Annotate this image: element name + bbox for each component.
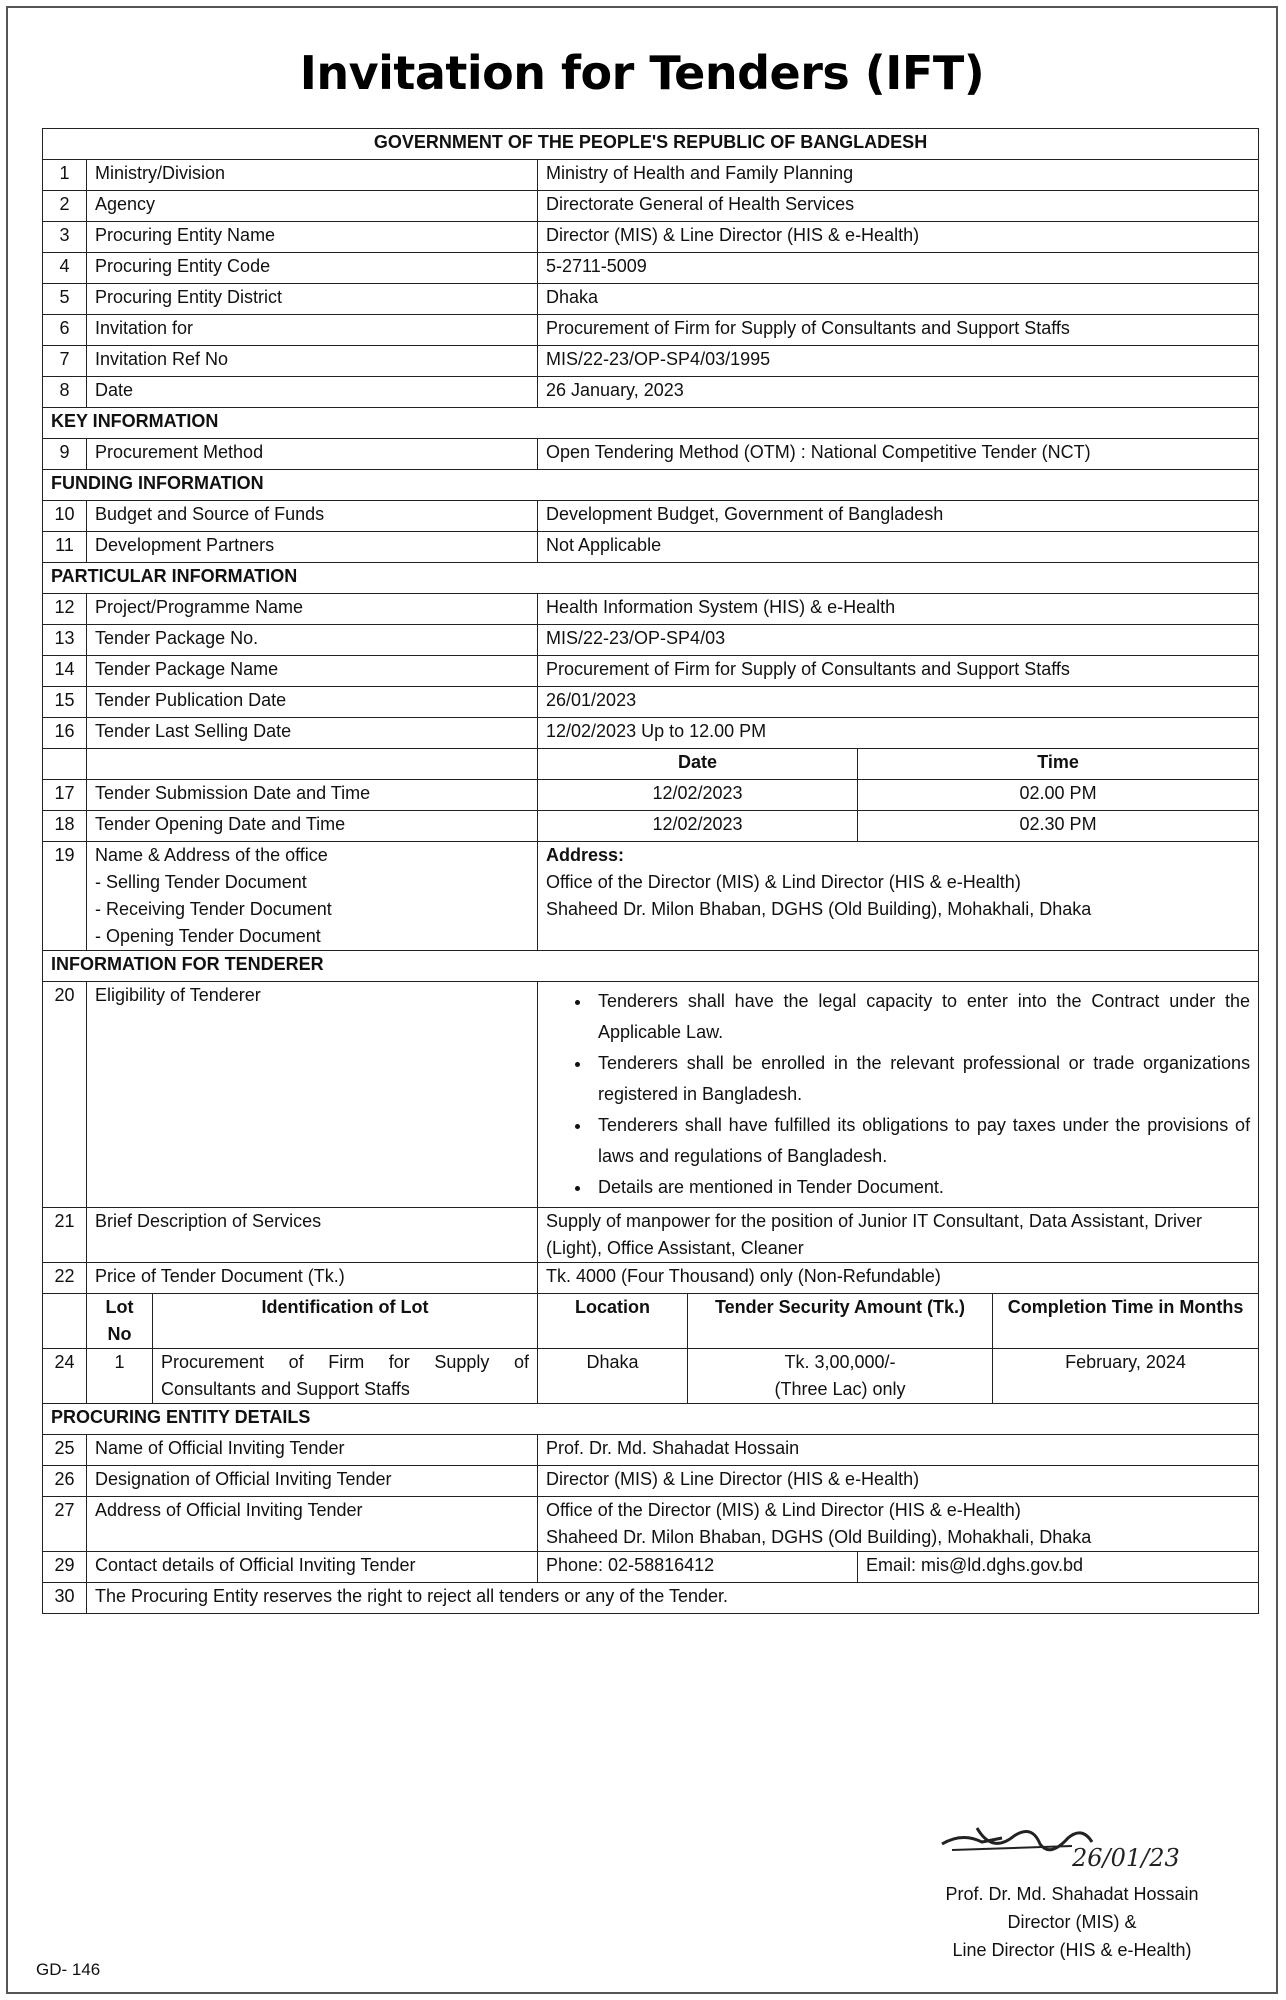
blank-cell bbox=[43, 749, 87, 780]
text-line: (Three Lac) only bbox=[774, 1379, 906, 1399]
row-number: 6 bbox=[43, 315, 87, 346]
document-page bbox=[6, 6, 1278, 1994]
row-number: 11 bbox=[43, 532, 87, 563]
row-label: Eligibility of Tenderer bbox=[87, 982, 538, 1208]
handwritten-signature bbox=[922, 1814, 1182, 1874]
row-number: 27 bbox=[43, 1497, 87, 1552]
date-time-header-row bbox=[43, 749, 1259, 780]
row-label: Procuring Entity Code bbox=[87, 253, 538, 284]
row-label: Tender Submission Date and Time bbox=[87, 780, 538, 811]
row-value: Not Applicable bbox=[538, 532, 1259, 563]
row-value: Procurement of Firm for Supply of Consultants and Support Staffs bbox=[538, 315, 1259, 346]
location-header: Location bbox=[538, 1294, 688, 1349]
row-label: Price of Tender Document (Tk.) bbox=[87, 1263, 538, 1294]
row-number: 25 bbox=[43, 1435, 87, 1466]
lot-number: 1 bbox=[87, 1349, 153, 1404]
row-number: 18 bbox=[43, 811, 87, 842]
section-funding-information: FUNDING INFORMATION bbox=[43, 470, 1259, 501]
row-value: Ministry of Health and Family Planning bbox=[538, 160, 1259, 191]
text-line: Shaheed Dr. Milon Bhaban, DGHS (Old Building), Mohakhali, Dhaka bbox=[546, 899, 1092, 919]
lot-row bbox=[43, 1349, 1259, 1404]
completion-header: Completion Time in Months bbox=[993, 1294, 1259, 1349]
gov-header: GOVERNMENT OF THE PEOPLE'S REPUBLIC OF BANGLADESH bbox=[43, 129, 1259, 160]
table-row bbox=[43, 1466, 1259, 1497]
table-row bbox=[43, 160, 1259, 191]
row-label: Date bbox=[87, 377, 538, 408]
table-row bbox=[43, 222, 1259, 253]
lot-identification: Procurement of Firm for Supply of Consultants and Support Staffs bbox=[153, 1349, 538, 1404]
row-number: 22 bbox=[43, 1263, 87, 1294]
section-row bbox=[43, 408, 1259, 439]
section-particular-information: PARTICULAR INFORMATION bbox=[43, 563, 1259, 594]
row-value: 26/01/2023 bbox=[538, 687, 1259, 718]
address-label: Address: bbox=[546, 845, 625, 865]
table-row bbox=[43, 982, 1259, 1208]
row-value: Directorate General of Health Services bbox=[538, 191, 1259, 222]
row-number: 13 bbox=[43, 625, 87, 656]
table-row bbox=[43, 687, 1259, 718]
row-label: Agency bbox=[87, 191, 538, 222]
table-row bbox=[43, 284, 1259, 315]
row-label: Procuring Entity District bbox=[87, 284, 538, 315]
row-label: Designation of Official Inviting Tender bbox=[87, 1466, 538, 1497]
row-label: Budget and Source of Funds bbox=[87, 501, 538, 532]
text-line: Shaheed Dr. Milon Bhaban, DGHS (Old Building), Mohakhali, Dhaka bbox=[546, 1527, 1092, 1547]
table-row bbox=[43, 1263, 1259, 1294]
row-value: Director (MIS) & Line Director (HIS & e-Health) bbox=[538, 1466, 1259, 1497]
time-value: 02.00 PM bbox=[858, 780, 1259, 811]
list-item: • Tenderers shall be enrolled in the relevant professional or trade organizations registered in Bangladesh. bbox=[592, 1048, 1250, 1110]
row-number: 30 bbox=[43, 1583, 87, 1614]
table-row bbox=[43, 346, 1259, 377]
section-procuring-entity-details: PROCURING ENTITY DETAILS bbox=[43, 1404, 1259, 1435]
row-value: The Procuring Entity reserves the right to reject all tenders or any of the Tender. bbox=[87, 1583, 1259, 1614]
row-number: 17 bbox=[43, 780, 87, 811]
row-value: Health Information System (HIS) & e-Health bbox=[538, 594, 1259, 625]
time-header: Time bbox=[858, 749, 1259, 780]
table-row bbox=[43, 1552, 1259, 1583]
table-row bbox=[43, 625, 1259, 656]
list-item: • Tenderers shall have the legal capacity to enter into the Contract under the Applicable Law. bbox=[592, 986, 1250, 1048]
section-information-for-tenderer: INFORMATION FOR TENDERER bbox=[43, 951, 1259, 982]
row-value: Dhaka bbox=[538, 284, 1259, 315]
blank-cell bbox=[87, 749, 538, 780]
ift-table bbox=[42, 128, 1259, 1614]
row-label: Development Partners bbox=[87, 532, 538, 563]
row-value: MIS/22-23/OP-SP4/03 bbox=[538, 625, 1259, 656]
list-item: • Tenderers shall have fulfilled its obligations to pay taxes under the provisions of laws and regulations of Bangladesh. bbox=[592, 1110, 1250, 1172]
row-label: Brief Description of Services bbox=[87, 1208, 538, 1263]
text-line: - Selling Tender Document bbox=[95, 872, 307, 892]
row-label: Ministry/Division bbox=[87, 160, 538, 191]
row-number: 1 bbox=[43, 160, 87, 191]
row-number: 20 bbox=[43, 982, 87, 1208]
signatory-line: Director (MIS) & bbox=[1007, 1912, 1137, 1932]
security-header: Tender Security Amount (Tk.) bbox=[688, 1294, 993, 1349]
contact-email: Email: mis@ld.dghs.gov.bd bbox=[858, 1552, 1259, 1583]
list-item: • Details are mentioned in Tender Document. bbox=[592, 1172, 1250, 1203]
text-line: Name & Address of the office bbox=[95, 845, 328, 865]
row-number: 26 bbox=[43, 1466, 87, 1497]
row-label: Tender Package Name bbox=[87, 656, 538, 687]
document-title: Invitation for Tenders (IFT) bbox=[299, 46, 985, 100]
row-number: 24 bbox=[43, 1349, 87, 1404]
table-row bbox=[43, 532, 1259, 563]
identification-header: Identification of Lot bbox=[153, 1294, 538, 1349]
row-value: Prof. Dr. Md. Shahadat Hossain bbox=[538, 1435, 1259, 1466]
section-row bbox=[43, 1404, 1259, 1435]
text-line: - Opening Tender Document bbox=[95, 926, 321, 946]
row-value: 12/02/2023 Up to 12.00 PM bbox=[538, 718, 1259, 749]
row-number: 9 bbox=[43, 439, 87, 470]
footer-code: GD- 146 bbox=[36, 1960, 101, 1979]
row-number: 21 bbox=[43, 1208, 87, 1263]
row-value: Tk. 4000 (Four Thousand) only (Non-Refundable) bbox=[538, 1263, 1259, 1294]
lot-completion: February, 2024 bbox=[993, 1349, 1259, 1404]
row-value: MIS/22-23/OP-SP4/03/1995 bbox=[538, 346, 1259, 377]
lot-security bbox=[688, 1349, 993, 1404]
date-value: 12/02/2023 bbox=[538, 780, 858, 811]
row-value: 5-2711-5009 bbox=[538, 253, 1259, 284]
row-number: 3 bbox=[43, 222, 87, 253]
table-row bbox=[43, 656, 1259, 687]
row-value: Development Budget, Government of Bangladesh bbox=[538, 501, 1259, 532]
section-row bbox=[43, 951, 1259, 982]
table-row bbox=[43, 811, 1259, 842]
eligibility-list bbox=[546, 986, 1250, 1203]
table-row bbox=[43, 191, 1259, 222]
ift-table-body bbox=[43, 129, 1259, 1614]
row-label: Tender Opening Date and Time bbox=[87, 811, 538, 842]
table-row bbox=[43, 594, 1259, 625]
row-label: Invitation Ref No bbox=[87, 346, 538, 377]
row-label: Name of Official Inviting Tender bbox=[87, 1435, 538, 1466]
table-row bbox=[43, 377, 1259, 408]
row-number: 19 bbox=[43, 842, 87, 951]
row-label: Tender Last Selling Date bbox=[87, 718, 538, 749]
row-number: 4 bbox=[43, 253, 87, 284]
table-row bbox=[43, 842, 1259, 951]
table-row bbox=[43, 1583, 1259, 1614]
lot-header-row bbox=[43, 1294, 1259, 1349]
gov-header-row bbox=[43, 129, 1259, 160]
row-label: Address of Official Inviting Tender bbox=[87, 1497, 538, 1552]
row-number: 12 bbox=[43, 594, 87, 625]
section-key-information: KEY INFORMATION bbox=[43, 408, 1259, 439]
contact-phone: Phone: 02-58816412 bbox=[538, 1552, 858, 1583]
lot-no-header: Lot No bbox=[87, 1294, 153, 1349]
row-number: 10 bbox=[43, 501, 87, 532]
row-number: 16 bbox=[43, 718, 87, 749]
row-label: Tender Publication Date bbox=[87, 687, 538, 718]
eligibility-list-cell bbox=[538, 982, 1259, 1208]
text-line: Office of the Director (MIS) & Lind Director (HIS & e-Health) bbox=[546, 872, 1021, 892]
table-row bbox=[43, 1435, 1259, 1466]
table-row bbox=[43, 253, 1259, 284]
row-label bbox=[87, 842, 538, 951]
row-number: 15 bbox=[43, 687, 87, 718]
table-row bbox=[43, 718, 1259, 749]
lot-location: Dhaka bbox=[538, 1349, 688, 1404]
date-value: 12/02/2023 bbox=[538, 811, 858, 842]
row-value: 26 January, 2023 bbox=[538, 377, 1259, 408]
signatory-line: Prof. Dr. Md. Shahadat Hossain bbox=[945, 1884, 1199, 1904]
row-label: Tender Package No. bbox=[87, 625, 538, 656]
table-row bbox=[43, 315, 1259, 346]
row-number: 14 bbox=[43, 656, 87, 687]
text-line: - Receiving Tender Document bbox=[95, 899, 332, 919]
row-value: Procurement of Firm for Supply of Consultants and Support Staffs bbox=[538, 656, 1259, 687]
signatory-line: Line Director (HIS & e-Health) bbox=[952, 1940, 1192, 1960]
row-number: 29 bbox=[43, 1552, 87, 1583]
blank-cell bbox=[43, 1294, 87, 1349]
table-row bbox=[43, 780, 1259, 811]
row-label: Procuring Entity Name bbox=[87, 222, 538, 253]
table-row bbox=[43, 501, 1259, 532]
table-row bbox=[43, 1208, 1259, 1263]
row-value bbox=[538, 1497, 1259, 1552]
row-label: Procurement Method bbox=[87, 439, 538, 470]
section-row bbox=[43, 563, 1259, 594]
row-value: Supply of manpower for the position of Junior IT Consultant, Data Assistant, Driver (Light), Office Assistant, Cleaner bbox=[538, 1208, 1259, 1263]
signature-date: 26/01/23 bbox=[1072, 1844, 1180, 1872]
signatory-lines bbox=[922, 1880, 1222, 1964]
row-value: Director (MIS) & Line Director (HIS & e-Health) bbox=[538, 222, 1259, 253]
section-row bbox=[43, 470, 1259, 501]
table-row bbox=[43, 1497, 1259, 1552]
row-label: Contact details of Official Inviting Tender bbox=[87, 1552, 538, 1583]
row-label: Project/Programme Name bbox=[87, 594, 538, 625]
text-line: Tk. 3,00,000/- bbox=[784, 1352, 896, 1372]
time-value: 02.30 PM bbox=[858, 811, 1259, 842]
row-number: 5 bbox=[43, 284, 87, 315]
text-line: Office of the Director (MIS) & Lind Director (HIS & e-Health) bbox=[546, 1500, 1021, 1520]
table-row bbox=[43, 439, 1259, 470]
date-header: Date bbox=[538, 749, 858, 780]
row-number: 2 bbox=[43, 191, 87, 222]
row-label: Invitation for bbox=[87, 315, 538, 346]
row-number: 8 bbox=[43, 377, 87, 408]
row-value: Open Tendering Method (OTM) : National Competitive Tender (NCT) bbox=[538, 439, 1259, 470]
row-number: 7 bbox=[43, 346, 87, 377]
row-value bbox=[538, 842, 1259, 951]
